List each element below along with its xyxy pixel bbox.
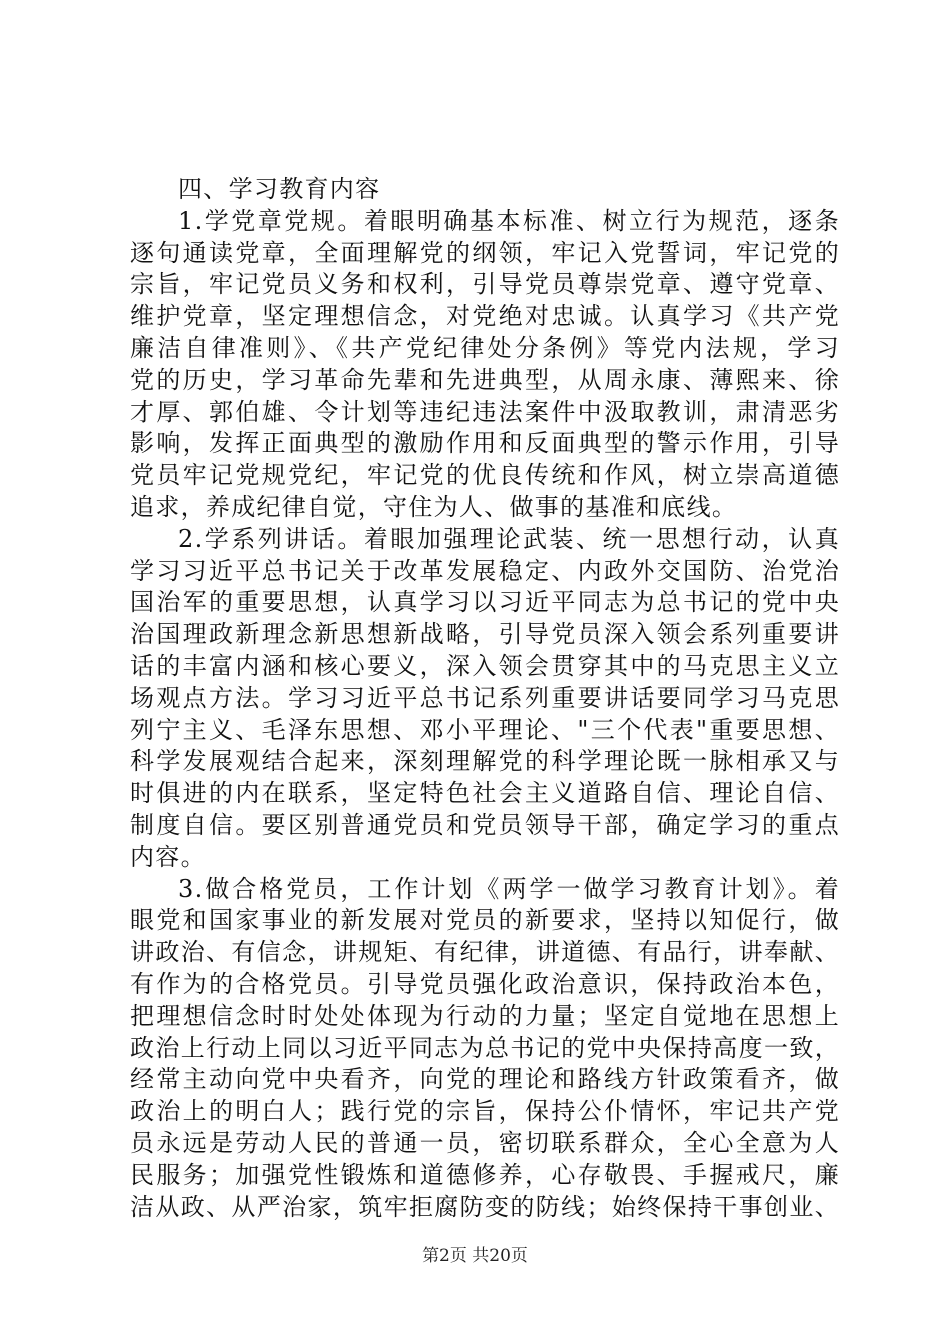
- paragraph-3-line: 3.做合格党员，工作计划《两学一做学习教育计划》。着: [178, 874, 840, 903]
- paragraph-1-line: 才厚、郭伯雄、令计划等违纪违法案件中汲取教训，肃清恶劣: [130, 397, 840, 426]
- paragraph-1-line: 党员牢记党规党纪，牢记党的优良传统和作风，树立崇高道德: [130, 461, 840, 490]
- paragraph-3-line: 政治上行动上同以习近平同志为总书记的党中央保持高度一致，: [130, 1033, 840, 1062]
- page-number-footer: 第2页 共20页: [422, 1246, 528, 1266]
- paragraph-3-line: 政治上的明白人；践行党的宗旨，保持公仆情怀，牢记共产党: [130, 1097, 840, 1126]
- paragraph-2-line: 2.学系列讲话。着眼加强理论武装、统一思想行动，认真: [178, 524, 840, 553]
- paragraph-2-line: 场观点方法。学习习近平总书记系列重要讲话要同学习马克思: [130, 683, 840, 712]
- paragraph-2-line: 治国理政新理念新思想新战略，引导党员深入领会系列重要讲: [130, 620, 840, 649]
- section-heading: 四、学习教育内容: [178, 175, 381, 203]
- paragraph-2-line: 时俱进的内在联系，坚定特色社会主义道路自信、理论自信、: [130, 779, 840, 808]
- paragraph-2-line: 科学发展观结合起来，深刻理解党的科学理论既一脉相承又与: [130, 747, 840, 776]
- paragraph-1-line: 逐句通读党章，全面理解党的纲领，牢记入党誓词，牢记党的: [130, 238, 840, 267]
- paragraph-2-line: 列宁主义、毛泽东思想、邓小平理论、"三个代表"重要思想、: [130, 715, 840, 744]
- paragraph-3-line: 把理想信念时时处处体现为行动的力量；坚定自觉地在思想上: [130, 1001, 840, 1030]
- paragraph-1-line: 维护党章，坚定理想信念，对党绝对忠诚。认真学习《共产党: [130, 302, 840, 331]
- paragraph-3-line: 洁从政、从严治家，筑牢拒腐防变的防线；始终保持干事创业、: [130, 1192, 840, 1221]
- paragraph-1-line: 廉洁自律准则》、《共产党纪律处分条例》等党内法规，学习: [130, 333, 840, 362]
- paragraph-2-line: 制度自信。要区别普通党员和党员领导干部，确定学习的重点: [130, 810, 840, 839]
- paragraph-1-line: 追求，养成纪律自觉，守住为人、做事的基准和底线。: [130, 492, 738, 521]
- paragraph-3-line: 经常主动向党中央看齐，向党的理论和路线方针政策看齐，做: [130, 1065, 840, 1094]
- document-body: [130, 174, 840, 1223]
- paragraph-2-line: 学习习近平总书记关于改革发展稳定、内政外交国防、治党治: [130, 556, 840, 585]
- paragraph-3-line: 民服务；加强党性锻炼和道德修养，心存敬畏、手握戒尺，廉: [130, 1160, 840, 1189]
- paragraph-3-line: 员永远是劳动人民的普通一员，密切联系群众，全心全意为人: [130, 1128, 840, 1157]
- paragraph-3-line: 有作为的合格党员。引导党员强化政治意识，保持政治本色，: [130, 969, 840, 998]
- paragraph-1-line: 党的历史，学习革命先辈和先进典型，从周永康、薄熙来、徐: [130, 365, 840, 394]
- paragraph-1-line: 影响，发挥正面典型的激励作用和反面典型的警示作用，引导: [130, 429, 840, 458]
- paragraph-2-line: 话的丰富内涵和核心要义，深入领会贯穿其中的马克思主义立: [130, 651, 840, 680]
- paragraph-2-line: 内容。: [130, 842, 206, 871]
- paragraph-3-line: 眼党和国家事业的新发展对党员的新要求，坚持以知促行，做: [130, 906, 840, 935]
- paragraph-3-line: 讲政治、有信念，讲规矩、有纪律，讲道德、有品行，讲奉献、: [130, 938, 840, 967]
- paragraph-2-line: 国治军的重要思想，认真学习以习近平同志为总书记的党中央: [130, 588, 840, 617]
- paragraph-1-line: 宗旨，牢记党员义务和权利，引导党员尊崇党章、遵守党章、: [130, 270, 840, 299]
- paragraph-1-line: 1.学党章党规。着眼明确基本标准、树立行为规范，逐条: [178, 206, 840, 235]
